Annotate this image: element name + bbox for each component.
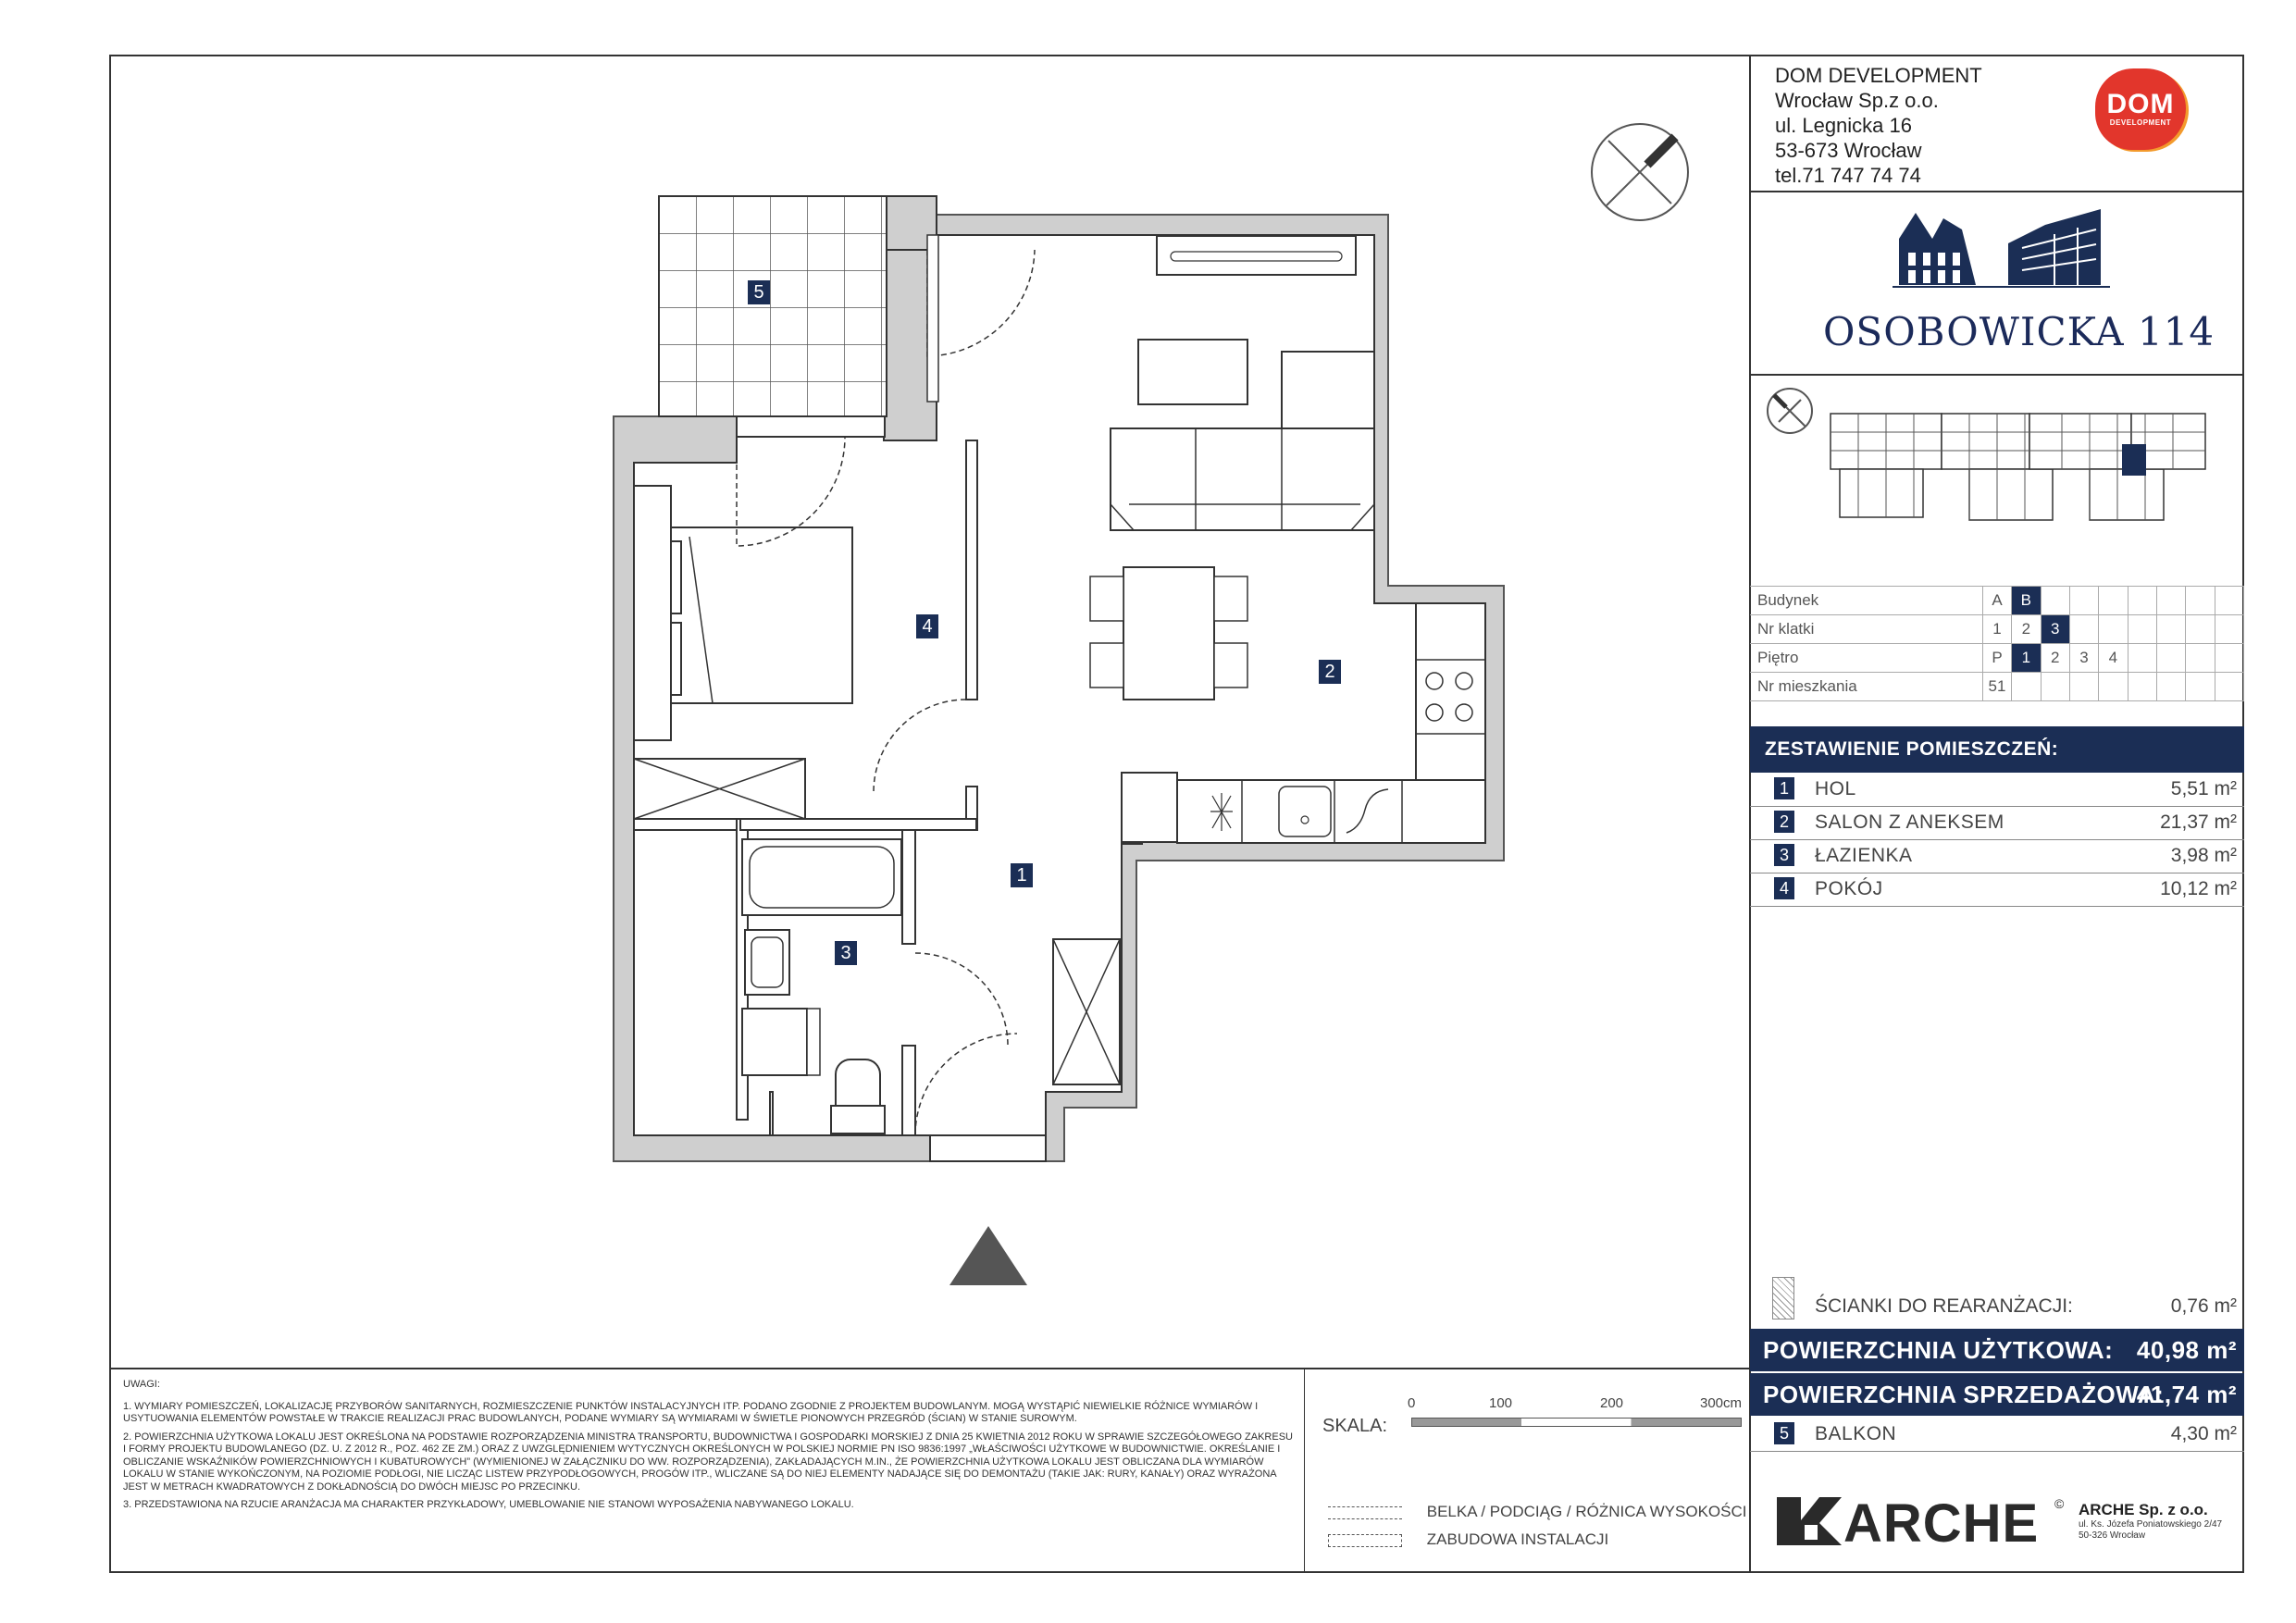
- floor-option-4: 4: [2099, 644, 2128, 673]
- apartment-number-label: Nr mieszkania: [1750, 673, 1982, 701]
- floor-option-2: 2: [2041, 644, 2069, 673]
- building-option-b: B: [2012, 587, 2041, 615]
- company-city: 53-673 Wrocław: [1775, 139, 1922, 162]
- company-line2: Wrocław Sp.z o.o.: [1775, 89, 1939, 112]
- scale-tick-300: 300cm: [1700, 1395, 1743, 1411]
- legend-install-icon: [1328, 1534, 1402, 1547]
- divider-company: [1750, 191, 2244, 192]
- sheet-divider-horizontal: [109, 1368, 1750, 1369]
- company-name: DOM DEVELOPMENT: [1775, 64, 1982, 87]
- room-area: 5,51 m²: [2170, 778, 2237, 799]
- logo-big-text: DOM: [2106, 89, 2175, 119]
- notes: [123, 1379, 1294, 1518]
- plan-label-1: 1: [1011, 863, 1033, 887]
- legend-install-label: ZABUDOWA INSTALACJI: [1426, 1530, 1609, 1548]
- washing-machine: [742, 1009, 807, 1075]
- sale-area-bar: [1750, 1373, 2244, 1416]
- room-number: 4: [1774, 877, 1794, 899]
- room-area: 3,98 m²: [2170, 845, 2237, 866]
- divider-project: [1750, 374, 2244, 376]
- scale-label: SKALA:: [1322, 1416, 1388, 1436]
- legend-install: [1328, 1530, 1608, 1549]
- company-phone: tel.71 747 74 74: [1775, 164, 1921, 187]
- floor-label: Piętro: [1750, 644, 1982, 673]
- plan-label-5: 5: [748, 280, 770, 304]
- room-row: [1750, 773, 2244, 807]
- notes-title: UWAGI:: [123, 1379, 160, 1390]
- note-3: 3. PRZEDSTAWIONA NA RZUCIE ARANŻACJA MA CHARAKTER PRZYKŁADOWY, UMEBLOWANIE NIE STANOWI WYPOSAŻENIA NABYWANEGO LOKALU.: [123, 1499, 854, 1510]
- usable-area-value: 40,98 m²: [2136, 1336, 2237, 1364]
- rearrangement-row: [1750, 1277, 2244, 1325]
- legend-beam: [1328, 1503, 1746, 1521]
- balcony-number: 5: [1774, 1422, 1794, 1444]
- compass-top: [1592, 124, 1688, 220]
- scale-tick-0: 0: [1408, 1395, 1416, 1411]
- plan-label-2: 2: [1319, 660, 1341, 684]
- usable-area-bar: [1750, 1329, 2244, 1371]
- balcony: [659, 196, 887, 416]
- room-name: HOL: [1815, 778, 1856, 799]
- legend-beam-icon: [1328, 1506, 1402, 1519]
- floor-option-3: 3: [2069, 644, 2098, 673]
- rearrangement-label: ŚCIANKI DO REARANŻACJI:: [1815, 1295, 2073, 1317]
- room-name: ŁAZIENKA: [1815, 845, 1913, 866]
- architect-name: ARCHE Sp. z o.o.: [2079, 1501, 2208, 1518]
- plan-label-3: 3: [835, 941, 857, 965]
- room-number: 2: [1774, 811, 1794, 833]
- logo-small-text: DEVELOPMENT: [2109, 118, 2172, 127]
- scale-bar: [1319, 1395, 1744, 1451]
- plan-label-4: 4: [916, 614, 938, 638]
- stair-option-3: 3: [2041, 615, 2069, 644]
- svg-text:©: ©: [2054, 1496, 2065, 1511]
- room-area: 10,12 m²: [2160, 878, 2237, 899]
- key-plan: [1756, 381, 2238, 566]
- coffee-table: [1138, 340, 1247, 404]
- stair-option-2: 2: [2012, 615, 2041, 644]
- rearrangement-hatch-icon: [1772, 1277, 1794, 1319]
- room-row: [1750, 806, 2244, 840]
- rearrangement-area: 0,76 m²: [2170, 1295, 2237, 1317]
- arche-logo-text: ARCHE: [1843, 1493, 2040, 1553]
- floor-plan: [111, 56, 1749, 1367]
- floor-option-1: 1: [2012, 644, 2041, 673]
- room-name: POKÓJ: [1815, 878, 1883, 899]
- balcony-area: 4,30 m²: [2170, 1423, 2237, 1444]
- room-area: 21,37 m²: [2160, 812, 2237, 833]
- notes-divider: [1304, 1368, 1305, 1573]
- sofa: [1111, 428, 1374, 530]
- apartment-info-table: [1750, 586, 2244, 701]
- architect-address-1: ul. Ks. Józefa Poniatowskiego 2/47: [2079, 1519, 2223, 1530]
- project-title: OSOBOWICKA 114: [1823, 309, 2215, 354]
- room-row: [1750, 873, 2244, 907]
- entrance-marker: [949, 1226, 1027, 1285]
- key-plan-highlight: [2122, 444, 2146, 476]
- project-building-icon: [1888, 202, 2128, 294]
- building-option-a: A: [1982, 587, 2011, 615]
- stair-label: Nr klatki: [1750, 615, 1982, 644]
- note-1: 1. WYMIARY POMIESZCZEŃ, LOKALIZACJĘ PRZYBORÓW SANITARNYCH, ROZMIESZCZENIE PUNKTÓW INSTALACYJNYCH ITP. PODANO ZGODNIE Z PROJEKTEM BUDOWLANYM. MOGĄ WYSTĄPIĆ NIEWIELKIE RÓŻNICE WYMIARÓW I USYTUOWANIA ELEMENTÓW POWSTAŁE W TRAKCIE REALIZACJI PRAC BUDOWLANYCH, PODANE WYMIARY SĄ WYMIARAMI W ŚWIETLE PIONOWYCH PRZEGRÓD (ŚCIAN) W STANIE SUROWYM.: [123, 1400, 1259, 1424]
- scale-graphic: [1411, 1418, 1742, 1427]
- company-info: [1775, 63, 1982, 188]
- room-name: SALON Z ANEKSEM: [1815, 812, 2004, 833]
- dom-development-logo: [2095, 68, 2186, 150]
- scale-tick-100: 100: [1489, 1395, 1513, 1411]
- stair-option-1: 1: [1982, 615, 2011, 644]
- room-number: 1: [1774, 777, 1794, 799]
- apartment-number-value: 51: [1982, 673, 2011, 701]
- legend-beam-label: BELKA / PODCIĄG / RÓŻNICA WYSOKOŚCI: [1426, 1503, 1747, 1520]
- floor-option-p: P: [1982, 644, 2011, 673]
- room-row: [1750, 839, 2244, 873]
- usable-area-label: POWIERZCHNIA UŻYTKOWA:: [1763, 1336, 2114, 1364]
- sale-area-value: 41,74 m²: [2136, 1381, 2237, 1408]
- arche-logo: [1775, 1488, 2071, 1553]
- architect-address: [2079, 1519, 2222, 1542]
- balcony-name: BALKON: [1815, 1423, 1897, 1444]
- scale-tick-200: 200: [1600, 1395, 1624, 1411]
- rooms-heading: ZESTAWIENIE POMIESZCZEŃ:: [1750, 726, 2244, 773]
- architect-address-2: 50-326 Wrocław: [2079, 1530, 2146, 1541]
- note-2: 2. POWIERZCHNIA UŻYTKOWA LOKALU JEST OKREŚLONA NA PODSTAWIE ROZPORZĄDZENIA MINISTRA TRANSPORTU, BUDOWNICTWA I GOSPODARKI MORSKIEJ Z DNIA 25 KWIETNIA 2012 ROKU W SPRAWIE SZCZEGÓŁOWEGO ZAKRESU I FORMY PROJEKTU BUDOWLANEGO (DZ. U. Z 2012 R., POZ. 462 ZE ZM.) ORAZ Z UWZGLĘDNIENIEM WYTYCZNYCH OKREŚLONYCH W POLSKIEJ NORMIE PN ISO 9836:1997 „WŁAŚCIWOŚCI UŻYTKOWE W BUDOWNICTWIE. OKREŚLANIE I OBLICZANIE WSKAŹNIKÓW POWIERZCHNIOWYCH I KUBATUROWYCH” (WYMIENIONEJ W ZAŁĄCZNIKU DO WW. ROZPORZĄDZENIA), ZAKŁADAJĄCYCH M.IN., ŻE POWIERZCHNIA UŻYTKOWA LOKALU JEST OBLICZANA DLA WYMIARÓW LOKALU W STANIE WYKOŃCZONYM, NA POZIOMIE PODŁOGI, NIE LICZĄC LISTEW PRZYPODŁOGOWYCH, PROGÓW ITP., WLICZANE SĄ DO NIEJ ELEMENTY NADAJĄCE SIĘ DO DEMONTAŻU (TAKIE JAK: RURY, KANAŁY) ORAZ WYRAŻONA JEST W METRACH KWADRATOWYCH Z DOKŁADNOŚCIĄ DO DWÓCH MIEJSC PO PRZECINKU.: [123, 1431, 1293, 1493]
- room-number: 3: [1774, 844, 1794, 866]
- building-label: Budynek: [1750, 587, 1982, 615]
- balcony-row: [1750, 1418, 2244, 1452]
- dining-table: [1123, 567, 1214, 700]
- company-street: ul. Legnicka 16: [1775, 114, 1912, 137]
- sale-area-label: POWIERZCHNIA SPRZEDAŻOWA:: [1763, 1381, 2165, 1408]
